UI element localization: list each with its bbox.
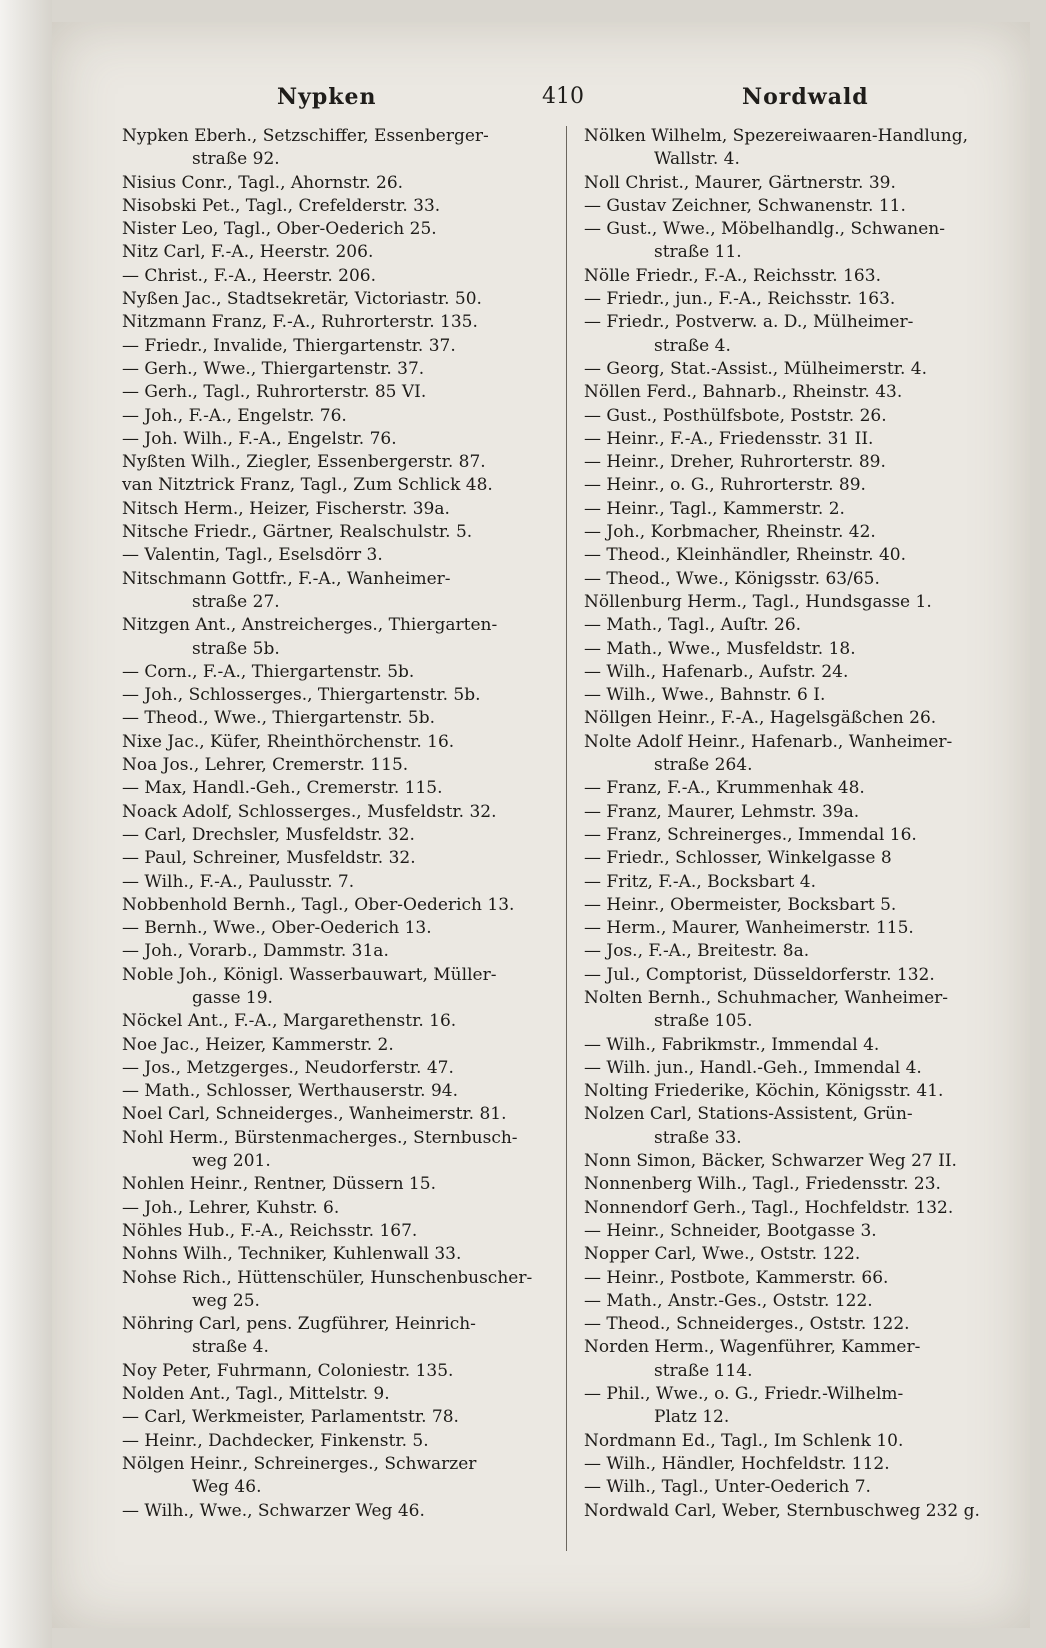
entry-text: — Wilh., Fabrikmstr., Immendal 4. xyxy=(584,1034,880,1055)
directory-entry xyxy=(122,1220,608,1243)
directory-entry xyxy=(122,218,608,241)
entry-text: — Theod., Wwe., Königsstr. 63/65. xyxy=(584,568,880,589)
entry-text: Nitschmann Gottfr., F.-A., Wanheimer- xyxy=(122,568,451,589)
entry-text: Noe Jac., Heizer, Kammerstr. 2. xyxy=(122,1034,394,1055)
directory-entry xyxy=(122,451,608,474)
directory-entry xyxy=(122,381,608,404)
directory-entry xyxy=(122,894,608,917)
entry-text: Nohl Herm., Bürstenmacherges., Sternbusch- xyxy=(122,1127,518,1148)
entry-continuation: weg 25. xyxy=(192,1290,260,1311)
directory-entry xyxy=(584,1173,1024,1196)
directory-entry xyxy=(122,1243,608,1266)
entry-text: Nöckel Ant., F.-A., Margarethenstr. 16. xyxy=(122,1011,457,1032)
directory-entry xyxy=(584,1336,1024,1383)
entry-continuation: straße 33. xyxy=(654,1127,742,1148)
directory-entry xyxy=(122,1103,608,1126)
entry-text: — Bernh., Wwe., Ober-Oederich 13. xyxy=(122,918,432,939)
entry-text: — Heinr., Schneider, Bootgasse 3. xyxy=(584,1220,877,1241)
entry-text: — Joh., Korbmacher, Rheinstr. 42. xyxy=(584,522,876,543)
directory-entry xyxy=(584,358,1024,381)
entry-text: — Theod., Wwe., Thiergartenstr. 5b. xyxy=(122,708,435,729)
directory-entry xyxy=(584,1080,1024,1103)
directory-entry xyxy=(122,731,608,754)
directory-entry xyxy=(584,731,1024,778)
entry-text: Nölle Friedr., F.-A., Reichsstr. 163. xyxy=(584,265,881,286)
entry-text: — Friedr., Postverw. a. D., Mülheimer- xyxy=(584,312,914,333)
directory-entry xyxy=(584,498,1024,521)
directory-entry xyxy=(584,1383,1024,1430)
directory-entry xyxy=(122,1010,608,1033)
entry-text: — Math., Anstr.-Ges., Oststr. 122. xyxy=(584,1290,873,1311)
directory-entry xyxy=(584,871,1024,894)
entry-text: — Heinr., Tagl., Kammerstr. 2. xyxy=(584,498,845,519)
directory-entry xyxy=(122,1360,608,1383)
entry-text: Nöllen Ferd., Bahnarb., Rheinstr. 43. xyxy=(584,382,903,403)
entry-continuation: straße 27. xyxy=(192,591,280,612)
directory-entry xyxy=(584,614,1024,637)
entry-text: — Wilh., Wwe., Bahnstr. 6 I. xyxy=(584,685,826,706)
directory-entry xyxy=(584,1290,1024,1313)
entry-text: — Franz, Maurer, Lehmstr. 39a. xyxy=(584,801,860,822)
entry-continuation: Weg 46. xyxy=(192,1477,262,1498)
column-divider xyxy=(566,126,567,1551)
entry-text: Nöllgen Heinr., F.-A., Hagelsgäßchen 26. xyxy=(584,708,937,729)
entry-text: — Wilh., Wwe., Schwarzer Weg 46. xyxy=(122,1500,425,1521)
entry-continuation: straße 114. xyxy=(654,1360,753,1381)
directory-entry xyxy=(584,195,1024,218)
entry-continuation: straße 5b. xyxy=(192,638,280,659)
directory-entry xyxy=(122,521,608,544)
entry-text: Nister Leo, Tagl., Ober-Oederich 25. xyxy=(122,219,437,240)
entry-text: — Christ., F.-A., Heerstr. 206. xyxy=(122,265,377,286)
entry-text: Nöhring Carl, pens. Zugführer, Heinrich- xyxy=(122,1314,476,1335)
directory-entry xyxy=(122,824,608,847)
directory-entry xyxy=(122,474,608,497)
directory-entry xyxy=(122,801,608,824)
directory-entry xyxy=(122,358,608,381)
directory-page xyxy=(52,22,1030,1628)
entry-text: Noack Adolf, Schlosserges., Musfeldstr. 32. xyxy=(122,801,497,822)
directory-entry xyxy=(584,707,1024,730)
directory-entry xyxy=(122,1267,608,1314)
directory-entry xyxy=(122,405,608,428)
entry-text: — Wilh., Händler, Hochfeldstr. 112. xyxy=(584,1453,890,1474)
directory-entry xyxy=(122,241,608,264)
directory-entry xyxy=(584,940,1024,963)
directory-entry xyxy=(122,1500,608,1523)
directory-entry xyxy=(122,940,608,963)
entry-text: — Gust., Posthülfsbote, Poststr. 26. xyxy=(584,405,887,426)
entry-text: Nyßen Jac., Stadtsekretär, Victoriastr. 50. xyxy=(122,289,482,310)
entry-text: — Fritz, F.-A., Bocksbart 4. xyxy=(584,871,817,892)
directory-entry xyxy=(122,172,608,195)
directory-entry xyxy=(584,1313,1024,1336)
directory-entry xyxy=(122,661,608,684)
entry-text: — Gerh., Tagl., Ruhrorterstr. 85 VI. xyxy=(122,382,427,403)
directory-entry xyxy=(584,451,1024,474)
entry-text: Noble Joh., Königl. Wasserbauwart, Müller- xyxy=(122,964,497,985)
directory-entry xyxy=(584,894,1024,917)
entry-text: — Math., Schlosser, Werthauserstr. 94. xyxy=(122,1081,459,1102)
entry-text: — Phil., Wwe., o. G., Friedr.-Wilhelm- xyxy=(584,1384,904,1405)
directory-entry xyxy=(584,1103,1024,1150)
entry-text: — Gustav Zeichner, Schwanenstr. 11. xyxy=(584,195,906,216)
entry-text: Nitzmann Franz, F.-A., Ruhrorterstr. 135. xyxy=(122,312,478,333)
directory-entry xyxy=(584,824,1024,847)
directory-entry xyxy=(584,777,1024,800)
entry-text: Nobbenhold Bernh., Tagl., Ober-Oederich 13. xyxy=(122,894,515,915)
entry-text: — Gerh., Wwe., Thiergartenstr. 37. xyxy=(122,358,425,379)
entry-text: Nohse Rich., Hüttenschüler, Hunschenbuscher- xyxy=(122,1267,533,1288)
directory-entry xyxy=(584,1150,1024,1173)
entry-text: Noy Peter, Fuhrmann, Coloniestr. 135. xyxy=(122,1360,454,1381)
entry-text: — Joh., Vorarb., Dammstr. 31a. xyxy=(122,941,389,962)
directory-entry xyxy=(122,335,608,358)
directory-entry xyxy=(584,638,1024,661)
entry-text: — Herm., Maurer, Wanheimerstr. 115. xyxy=(584,918,914,939)
directory-entry xyxy=(584,1197,1024,1220)
directory-entry xyxy=(584,801,1024,824)
entry-text: Nonnendorf Gerh., Tagl., Hochfeldstr. 132. xyxy=(584,1197,954,1218)
directory-entry xyxy=(122,707,608,730)
entry-text: — Max, Handl.-Geh., Cremerstr. 115. xyxy=(122,778,443,799)
entry-text: — Heinr., Dachdecker, Finkenstr. 5. xyxy=(122,1430,429,1451)
directory-entry xyxy=(122,847,608,870)
entry-text: — Heinr., Obermeister, Bocksbart 5. xyxy=(584,894,897,915)
entry-text: — Wilh., Tagl., Unter-Oederich 7. xyxy=(584,1477,871,1498)
directory-entry xyxy=(584,311,1024,358)
entry-text: — Math., Tagl., Auſtr. 26. xyxy=(584,615,802,636)
header-first-name: Nypken xyxy=(277,84,377,110)
directory-entry xyxy=(122,777,608,800)
entry-text: — Theod., Kleinhändler, Rheinstr. 40. xyxy=(584,545,906,566)
entry-text: Nohlen Heinr., Rentner, Düssern 15. xyxy=(122,1174,436,1195)
directory-entry xyxy=(584,172,1024,195)
directory-entry xyxy=(584,428,1024,451)
directory-entry xyxy=(122,684,608,707)
entry-text: — Corn., F.-A., Thiergartenstr. 5b. xyxy=(122,661,415,682)
page-header xyxy=(52,78,1030,118)
directory-entry xyxy=(122,265,608,288)
entry-continuation: weg 201. xyxy=(192,1151,271,1172)
entry-text: — Jos., Metzgerges., Neudorferstr. 47. xyxy=(122,1057,454,1078)
directory-entry xyxy=(122,311,608,334)
directory-entry xyxy=(584,964,1024,987)
entry-text: — Wilh., F.-A., Paulusstr. 7. xyxy=(122,871,355,892)
entry-text: — Wilh., Hafenarb., Aufstr. 24. xyxy=(584,661,849,682)
entry-text: — Math., Wwe., Musfeldstr. 18. xyxy=(584,638,856,659)
entry-text: Nitz Carl, F.-A., Heerstr. 206. xyxy=(122,242,374,263)
directory-entry xyxy=(122,1034,608,1057)
directory-entry xyxy=(122,498,608,521)
entry-text: — Georg, Stat.-Assist., Mülheimerstr. 4. xyxy=(584,358,928,379)
entry-text: — Gust., Wwe., Möbelhandlg., Schwanen- xyxy=(584,219,945,240)
directory-entry xyxy=(584,684,1024,707)
entry-text: — Friedr., jun., F.-A., Reichsstr. 163. xyxy=(584,289,896,310)
entry-text: — Franz, Schreinerges., Immendal 16. xyxy=(584,824,917,845)
entry-text: Nopper Carl, Wwe., Oststr. 122. xyxy=(584,1244,861,1265)
directory-entry xyxy=(122,195,608,218)
entry-text: — Heinr., Dreher, Ruhrorterstr. 89. xyxy=(584,452,886,473)
directory-entry xyxy=(122,1197,608,1220)
entry-text: Nolden Ant., Tagl., Mittelstr. 9. xyxy=(122,1384,390,1405)
directory-entry xyxy=(122,1313,608,1360)
directory-entry xyxy=(122,1453,608,1500)
entry-text: — Friedr., Schlosser, Winkelgasse 8 xyxy=(584,848,892,869)
entry-continuation: gasse 19. xyxy=(192,987,273,1008)
directory-entry xyxy=(122,614,608,661)
directory-entry xyxy=(584,474,1024,497)
directory-entry xyxy=(584,381,1024,404)
entry-continuation: straße 4. xyxy=(654,335,731,356)
entry-text: Noa Jos., Lehrer, Cremerstr. 115. xyxy=(122,755,409,776)
directory-entry xyxy=(584,1476,1024,1499)
entry-text: — Jos., F.-A., Breitestr. 8a. xyxy=(584,941,810,962)
entry-text: — Wilh. jun., Handl.-Geh., Immendal 4. xyxy=(584,1057,922,1078)
entry-text: — Carl, Werkmeister, Parlamentstr. 78. xyxy=(122,1407,459,1428)
entry-text: Noll Christ., Maurer, Gärtnerstr. 39. xyxy=(584,172,896,193)
entry-text: Norden Herm., Wagenführer, Kammer- xyxy=(584,1337,921,1358)
entry-text: — Heinr., o. G., Ruhrorterstr. 89. xyxy=(584,475,866,496)
directory-entry xyxy=(584,405,1024,428)
entry-text: Nolte Adolf Heinr., Hafenarb., Wanheimer- xyxy=(584,731,953,752)
directory-entry xyxy=(584,1500,1024,1523)
entry-text: van Nitztrick Franz, Tagl., Zum Schlick 48. xyxy=(122,475,493,496)
directory-entry xyxy=(122,544,608,567)
entry-continuation: straße 11. xyxy=(654,242,742,263)
entry-text: — Theod., Schneiderges., Oststr. 122. xyxy=(584,1314,910,1335)
entry-continuation: Wallstr. 4. xyxy=(654,149,740,170)
entry-text: — Joh., Lehrer, Kuhstr. 6. xyxy=(122,1197,340,1218)
directory-entry xyxy=(122,428,608,451)
entry-continuation: straße 264. xyxy=(654,755,753,776)
directory-entry xyxy=(122,1080,608,1103)
entry-text: Nonn Simon, Bäcker, Schwarzer Weg 27 II. xyxy=(584,1151,957,1172)
directory-entry xyxy=(584,521,1024,544)
entry-text: Nohns Wilh., Techniker, Kuhlenwall 33. xyxy=(122,1244,462,1265)
entry-text: Nölgen Heinr., Schreinerges., Schwarzer xyxy=(122,1453,477,1474)
entry-text: — Joh. Wilh., F.-A., Engelstr. 76. xyxy=(122,428,397,449)
entry-text: — Heinr., Postbote, Kammerstr. 66. xyxy=(584,1267,889,1288)
directory-entry xyxy=(584,1267,1024,1290)
directory-entry xyxy=(584,288,1024,311)
entry-text: — Jul., Comptorist, Düsseldorferstr. 132. xyxy=(584,964,935,985)
directory-entry xyxy=(584,847,1024,870)
entry-continuation: straße 92. xyxy=(192,149,280,170)
entry-text: Nordmann Ed., Tagl., Im Schlenk 10. xyxy=(584,1430,904,1451)
directory-entry xyxy=(122,568,608,615)
directory-entry xyxy=(584,544,1024,567)
directory-entry xyxy=(122,871,608,894)
directory-entry xyxy=(122,1057,608,1080)
entry-continuation: Platz 12. xyxy=(654,1407,730,1428)
directory-entry xyxy=(122,964,608,1011)
directory-entry xyxy=(122,1383,608,1406)
directory-entry xyxy=(584,1243,1024,1266)
entry-text: — Franz, F.-A., Krummenhak 48. xyxy=(584,778,865,799)
entry-continuation: straße 105. xyxy=(654,1011,753,1032)
entry-text: — Friedr., Invalide, Thiergartenstr. 37. xyxy=(122,335,456,356)
directory-entry xyxy=(122,1406,608,1429)
left-column xyxy=(122,125,608,1523)
entry-text: — Joh., F.-A., Engelstr. 76. xyxy=(122,405,347,426)
entry-text: — Valentin, Tagl., Eselsdörr 3. xyxy=(122,545,383,566)
entry-text: Nisobski Pet., Tagl., Crefelderstr. 33. xyxy=(122,195,441,216)
directory-entry xyxy=(122,754,608,777)
right-column xyxy=(584,125,1024,1523)
entry-text: Nolzen Carl, Stations-Assistent, Grün- xyxy=(584,1104,913,1125)
directory-entry xyxy=(122,1127,608,1174)
page-number: 410 xyxy=(542,84,584,109)
entry-text: Nöhles Hub., F.-A., Reichsstr. 167. xyxy=(122,1220,418,1241)
directory-entry xyxy=(584,125,1024,172)
entry-text: Nitzgen Ant., Anstreicherges., Thiergarten- xyxy=(122,615,498,636)
entry-text: Nonnenberg Wilh., Tagl., Friedensstr. 23. xyxy=(584,1174,941,1195)
directory-entry xyxy=(584,917,1024,940)
directory-entry xyxy=(584,568,1024,591)
directory-entry xyxy=(584,591,1024,614)
entry-text: Nitsche Friedr., Gärtner, Realschulstr. 5. xyxy=(122,522,473,543)
directory-entry xyxy=(584,1220,1024,1243)
header-last-name: Nordwald xyxy=(742,84,869,110)
directory-entry xyxy=(122,917,608,940)
entry-text: Noel Carl, Schneiderges., Wanheimerstr. 81. xyxy=(122,1104,507,1125)
directory-entry xyxy=(584,1453,1024,1476)
directory-entry xyxy=(584,661,1024,684)
entry-text: Nordwald Carl, Weber, Sternbuschweg 232 g. xyxy=(584,1500,980,1521)
entry-text: Nixe Jac., Küfer, Rheinthörchenstr. 16. xyxy=(122,731,455,752)
directory-entry xyxy=(584,1430,1024,1453)
entry-text: Nöllenburg Herm., Tagl., Hundsgasse 1. xyxy=(584,591,932,612)
entry-text: Nypken Eberh., Setzschiffer, Essenberger- xyxy=(122,126,489,146)
entry-text: Nolten Bernh., Schuhmacher, Wanheimer- xyxy=(584,987,949,1008)
directory-entry xyxy=(584,218,1024,265)
directory-entry xyxy=(584,987,1024,1034)
entry-text: — Paul, Schreiner, Musfeldstr. 32. xyxy=(122,848,416,869)
directory-entry xyxy=(584,1034,1024,1057)
entry-text: Nisius Conr., Tagl., Ahornstr. 26. xyxy=(122,172,404,193)
entry-text: Nölken Wilhelm, Spezereiwaaren-Handlung, xyxy=(584,126,969,146)
directory-entry xyxy=(122,288,608,311)
directory-entry xyxy=(584,1057,1024,1080)
entry-text: Nyßten Wilh., Ziegler, Essenbergerstr. 87. xyxy=(122,452,486,473)
entry-text: Nolting Friederike, Köchin, Königsstr. 41. xyxy=(584,1081,944,1102)
directory-entry xyxy=(122,1173,608,1196)
entry-text: — Carl, Drechsler, Musfeldstr. 32. xyxy=(122,824,415,845)
entry-continuation: straße 4. xyxy=(192,1337,269,1358)
directory-entry xyxy=(122,1430,608,1453)
entry-text: — Heinr., F.-A., Friedensstr. 31 II. xyxy=(584,428,874,449)
scan-edge xyxy=(0,0,52,1648)
directory-entry xyxy=(122,125,608,172)
directory-entry xyxy=(584,265,1024,288)
entry-text: — Joh., Schlosserges., Thiergartenstr. 5b. xyxy=(122,685,481,706)
entry-text: Nitsch Herm., Heizer, Fischerstr. 39a. xyxy=(122,498,450,519)
